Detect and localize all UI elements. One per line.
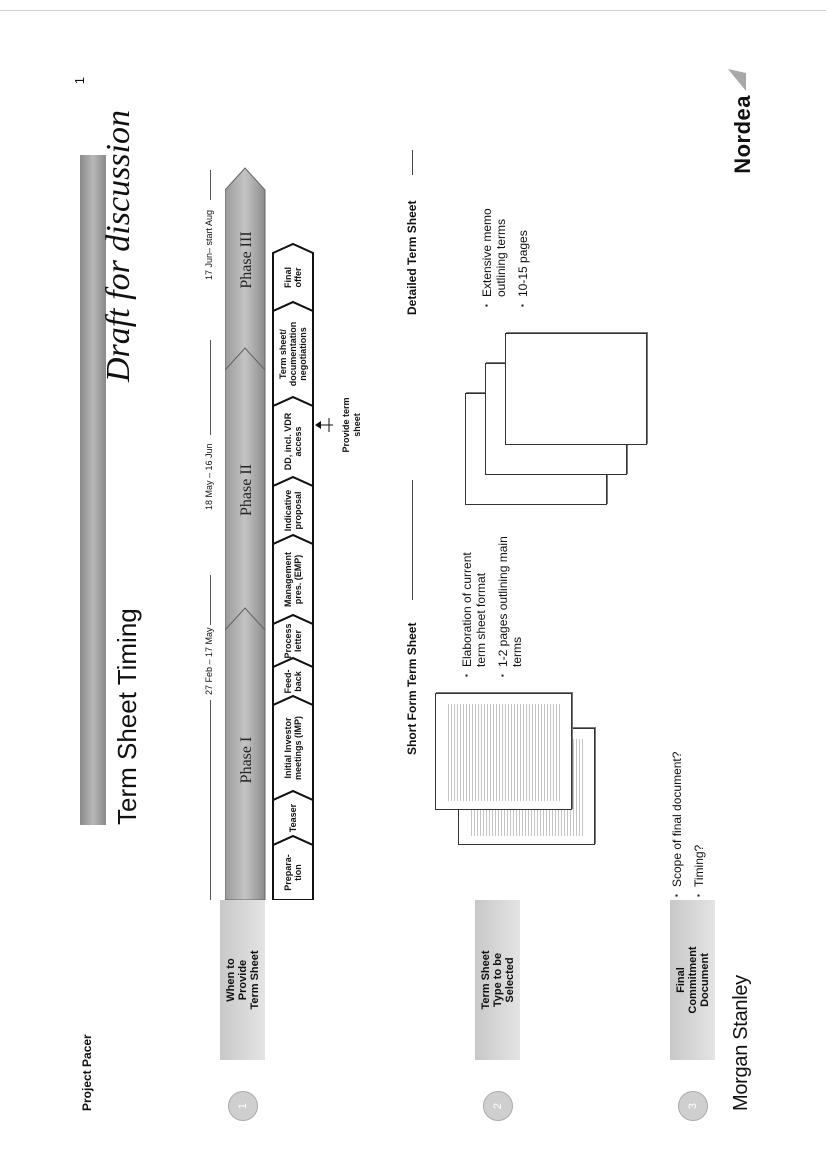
date-rule <box>210 340 211 435</box>
phase-1-label: Phase I <box>238 736 255 784</box>
detailed-heading: Detailed Term Sheet <box>405 200 419 315</box>
side-tab-type: Term Sheet Type to be Selected <box>475 900 520 1060</box>
phase-2-label: Phase II <box>238 464 255 516</box>
detailed-bullets <box>480 165 538 305</box>
list-item: ▪ Scope of final document? <box>670 635 684 895</box>
date-rule <box>210 575 211 625</box>
detailed-doc-3 <box>505 333 647 445</box>
callout-arrowhead <box>315 421 321 429</box>
nordea-logo-text: Nordea <box>730 95 755 174</box>
morgan-stanley-logo: Morgan Stanley <box>730 975 752 1111</box>
step-label: Indicative <box>283 489 293 532</box>
nordea-logo <box>730 95 756 174</box>
heading-rule <box>412 150 413 175</box>
date-rule <box>210 700 211 900</box>
date-rule <box>210 170 211 200</box>
short-form-doc-front <box>435 693 572 810</box>
step-label: Management <box>283 551 293 608</box>
step-label: access <box>293 426 303 457</box>
list-item: ▪ 1-2 pages outlining main terms <box>496 525 524 675</box>
date-range-phase-2: 18 May – 16 Jun <box>204 443 214 510</box>
list-item: ▪ Extensive memo outlining terms <box>480 165 508 305</box>
process-steps <box>273 244 313 900</box>
slide-number: 1 <box>72 77 87 85</box>
side-tab-when: When to Provide Term Sheet <box>220 900 265 1060</box>
step-number-badge: 3 <box>678 1091 708 1121</box>
project-name: Project Pacer <box>80 1034 94 1111</box>
top-rule <box>0 10 826 11</box>
page-title: Term Sheet Timing <box>112 608 142 825</box>
step-label: proposal <box>293 491 303 530</box>
step-label: meetings (IMP) <box>293 715 303 781</box>
side-tab-final: Final Commitment Document <box>670 900 715 1060</box>
date-range-phase-1: 27 Feb – 17 May <box>204 627 214 695</box>
list-item: ▪ Elaboration of current term sheet format <box>460 525 488 675</box>
step-label: Prepara- <box>283 854 293 891</box>
step-label: offer <box>293 267 303 288</box>
step-number-badge: 1 <box>228 1091 258 1121</box>
nordea-mark-icon <box>726 67 748 93</box>
step-label: Final <box>283 266 293 289</box>
step-label: Initial Investor <box>283 717 293 779</box>
doc-text-lines <box>446 704 561 801</box>
short-form-bullets <box>460 525 532 675</box>
phase-timeline <box>225 155 370 900</box>
step-label: letter <box>293 629 303 653</box>
step-label: tion <box>293 864 303 881</box>
heading-rule <box>412 480 413 600</box>
final-commitment-bullets <box>670 635 714 895</box>
callout-line-2: sheet <box>352 413 362 437</box>
step-label: Feed- <box>283 669 293 694</box>
date-range-phase-3: 17 Jun– start Aug <box>204 209 214 280</box>
step-label: Term sheet/ <box>278 329 288 379</box>
step-label: documentation <box>288 321 298 387</box>
step-number-badge: 2 <box>483 1091 513 1121</box>
list-item: ▪ Timing? <box>692 635 706 895</box>
rotated-slide <box>72 65 800 1115</box>
step-label: Process <box>283 623 293 659</box>
draft-label: Draft for discussion <box>100 110 137 383</box>
step-label: DD, incl. VDR <box>283 412 293 471</box>
callout-line-1: Provide term <box>341 397 351 453</box>
phase-3-label: Phase III <box>238 231 255 289</box>
step-label: negotiations <box>298 327 308 381</box>
step-label: back <box>293 671 303 692</box>
list-item: ▪ 10-15 pages <box>516 165 530 305</box>
short-form-heading: Short Form Term Sheet <box>405 622 419 755</box>
step-label: Teaser <box>288 803 298 833</box>
step-label: pres. (EMP) <box>293 554 303 605</box>
